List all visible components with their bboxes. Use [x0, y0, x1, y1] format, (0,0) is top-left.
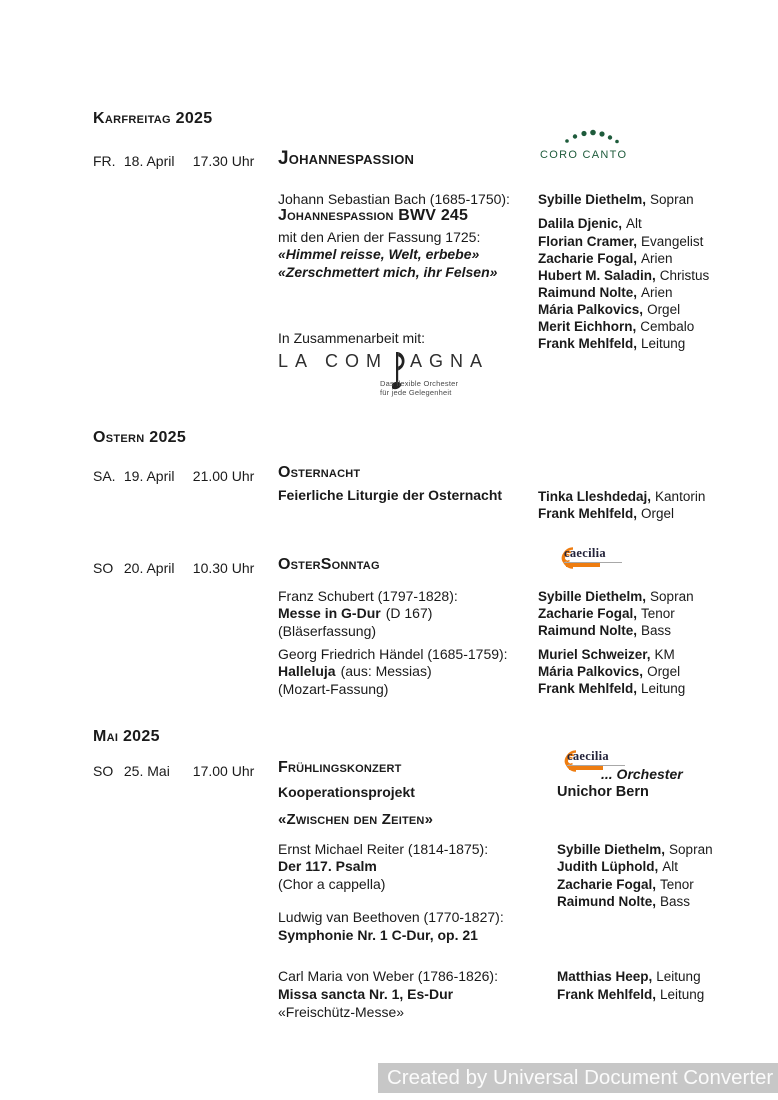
performer-name: Sybille Diethelm,: [538, 589, 647, 604]
event-time: 10.30 Uhr: [192, 560, 255, 576]
performer-name: Judith Lüphold,: [557, 859, 659, 874]
performer-name: Raimund Nolte,: [557, 894, 657, 909]
work-note: (Mozart-Fassung): [278, 681, 389, 697]
work-title: Symphonie Nr. 1 C-Dur, op. 21: [278, 927, 478, 943]
event-subtitle-kooperationsprojekt: Kooperationsprojekt: [278, 784, 415, 800]
performer-role: Orgel: [647, 302, 681, 317]
performer-row: [538, 335, 685, 352]
event-title-ostersonntag: OsterSonntag: [278, 556, 380, 573]
caecilia-accent-bar: [569, 766, 603, 770]
performer-name: Frank Mehlfeld,: [538, 681, 638, 696]
performer-row: [557, 968, 701, 985]
composer-line: Ernst Michael Reiter (1814-1875):: [278, 841, 489, 857]
performer-name: Hubert M. Saladin,: [538, 268, 656, 283]
performer-role: Arien: [641, 285, 673, 300]
work-note: (Bläserfassung): [278, 623, 377, 639]
performer-role: Sopran: [650, 192, 694, 207]
performer-row: [538, 622, 671, 639]
partner-orchester-label: ... Orchester: [601, 766, 683, 782]
performer-row: [538, 250, 673, 267]
la-compagna-tagline-line2: für jede Gelegenheit: [380, 388, 452, 397]
event-day: FR.: [93, 153, 116, 169]
event-date: 19. April: [123, 468, 175, 484]
performer-row: [538, 605, 675, 622]
performer-row: [538, 284, 673, 301]
performer-role: Tenor: [641, 606, 675, 621]
event-datetime-fruehlingskonzert: [93, 763, 254, 779]
performer-role: Orgel: [641, 506, 675, 521]
performer-name: Frank Mehlfeld,: [538, 506, 638, 521]
concert-motto: «Zwischen den Zeiten»: [278, 811, 434, 828]
performer-name: Zacharie Fogal,: [557, 877, 657, 892]
performer-role: Orgel: [647, 664, 681, 679]
watermark-label: Created by Universal Document Converter: [387, 1066, 774, 1089]
la-compagna-logo: [278, 351, 489, 397]
performer-role: KM: [654, 647, 675, 662]
work-title-bwv245: Johannespassion BWV 245: [278, 207, 469, 224]
performer-role: Evangelist: [641, 234, 704, 249]
performer-role: Arien: [641, 251, 673, 266]
performer-name: Sybille Diethelm,: [538, 192, 647, 207]
performer-name: Mária Palkovics,: [538, 302, 644, 317]
event-time: 17.00 Uhr: [192, 763, 255, 779]
event-day: SO: [93, 560, 114, 576]
aria-quote-2: «Zerschmettert mich, ihr Felsen»: [278, 264, 498, 280]
work-title: Messe in G-Dur: [278, 605, 381, 621]
coro-canto-label: CORO CANTO: [540, 149, 628, 161]
event-time: 17.30 Uhr: [192, 153, 255, 169]
performer-name: Zacharie Fogal,: [538, 251, 638, 266]
caecilia-label: caecilia: [567, 749, 625, 766]
composer-line: Georg Friedrich Händel (1685-1759):: [278, 646, 508, 662]
performer-role: Kantorin: [655, 489, 706, 504]
event-datetime-johannespassion: [93, 153, 254, 169]
event-time: 21.00 Uhr: [192, 468, 255, 484]
event-subtitle-osternacht: Feierliche Liturgie der Osternacht: [278, 487, 503, 503]
la-compagna-tagline-line1: Das flexible Orchester: [380, 379, 459, 388]
cooperation-label: In Zusammenarbeit mit:: [278, 330, 426, 346]
performer-role: Alt: [626, 216, 642, 231]
performer-row: [538, 267, 709, 284]
performer-role: Tenor: [660, 877, 694, 892]
composer-line: Franz Schubert (1797-1828):: [278, 588, 458, 604]
performer-name: Raimund Nolte,: [538, 623, 638, 638]
caecilia-label: caecilia: [564, 546, 622, 563]
la-compagna-left: LA COM: [278, 351, 389, 371]
performer-name: Frank Mehlfeld,: [557, 987, 657, 1002]
performer-row: [538, 646, 675, 663]
caecilia-logo: [553, 545, 643, 573]
performer-name: Sybille Diethelm,: [557, 842, 666, 857]
coro-canto-dots-icon: [540, 129, 640, 144]
event-day: SA.: [93, 468, 116, 484]
performer-row: [538, 680, 685, 697]
performer-role: Leitung: [641, 681, 686, 696]
performer-name: Mária Palkovics,: [538, 664, 644, 679]
work-note: mit den Arien der Fassung 1725:: [278, 229, 481, 245]
composer-line: Johann Sebastian Bach (1685-1750):: [278, 191, 510, 207]
watermark-bar: [378, 1063, 778, 1093]
performer-name: Matthias Heep,: [557, 969, 653, 984]
performer-name: Dalila Djenic,: [538, 216, 623, 231]
work-suffix: (aus: Messias): [340, 663, 432, 679]
section-header-ostern: Ostern 2025: [93, 429, 187, 446]
section-header-mai: Mai 2025: [93, 728, 160, 745]
performer-name: Raimund Nolte,: [538, 285, 638, 300]
performer-role: Cembalo: [640, 319, 695, 334]
la-compagna-tagline: [380, 379, 489, 397]
event-title-osternacht: Osternacht: [278, 464, 361, 481]
performer-row: [538, 318, 694, 335]
work-note: (Chor a cappella): [278, 876, 386, 892]
performer-role: Sopran: [669, 842, 713, 857]
caecilia-accent-bar: [566, 563, 600, 567]
performer-role: Leitung: [641, 336, 686, 351]
performer-row: [538, 488, 705, 505]
event-datetime-osternacht: [93, 468, 254, 484]
composer-line: Ludwig van Beethoven (1770-1827):: [278, 909, 504, 925]
coro-canto-logo: [540, 129, 644, 161]
performer-row: [538, 663, 680, 680]
composer-line: Carl Maria von Weber (1786-1826):: [278, 968, 498, 984]
event-title-johannespassion: Johannespassion: [278, 148, 415, 169]
event-date: 20. April: [123, 560, 175, 576]
performer-name: Zacharie Fogal,: [538, 606, 638, 621]
event-date: 25. Mai: [123, 763, 170, 779]
event-datetime-ostersonntag: [93, 560, 254, 576]
performer-row: [538, 301, 680, 318]
work-title: Missa sancta Nr. 1, Es-Dur: [278, 986, 454, 1002]
section-header-karfreitag: Karfreitag 2025: [93, 110, 213, 127]
work-title: Halleluja: [278, 663, 336, 679]
performer-row: [557, 858, 678, 875]
performer-name: Tinka Lleshdedaj,: [538, 489, 652, 504]
aria-quote-1: «Himmel reisse, Welt, erbebe»: [278, 246, 480, 262]
performer-row: [557, 841, 713, 858]
event-title-fruehlingskonzert: Frühlingskonzert: [278, 759, 402, 776]
event-date: 18. April: [123, 153, 175, 169]
performer-role: Leitung: [660, 987, 705, 1002]
event-day: SO: [93, 763, 114, 779]
performer-name: Florian Cramer,: [538, 234, 638, 249]
performer-name: Muriel Schweizer,: [538, 647, 651, 662]
performer-role: Leitung: [656, 969, 701, 984]
performer-row: [557, 876, 694, 893]
performer-role: Bass: [641, 623, 672, 638]
performer-role: Alt: [662, 859, 678, 874]
performer-name: Merit Eichhorn,: [538, 319, 637, 334]
partner-chor-label: Unichor Bern: [557, 784, 649, 800]
work-title: Der 117. Psalm: [278, 858, 377, 874]
performer-row: [538, 588, 694, 605]
work-title-line: [278, 663, 432, 680]
work-note: «Freischütz-Messe»: [278, 1004, 405, 1020]
work-suffix: (D 167): [385, 605, 433, 621]
performer-row: [557, 893, 690, 910]
performer-role: Sopran: [650, 589, 694, 604]
performer-role: Bass: [660, 894, 691, 909]
performer-row: [538, 215, 642, 232]
performer-row: [538, 191, 694, 208]
performer-row: [557, 986, 704, 1003]
performer-row: [538, 505, 674, 522]
performer-name: Frank Mehlfeld,: [538, 336, 638, 351]
work-title-line: [278, 605, 432, 622]
performer-role: Christus: [659, 268, 710, 283]
performer-row: [538, 233, 703, 250]
la-compagna-right: AGNA: [410, 351, 490, 371]
